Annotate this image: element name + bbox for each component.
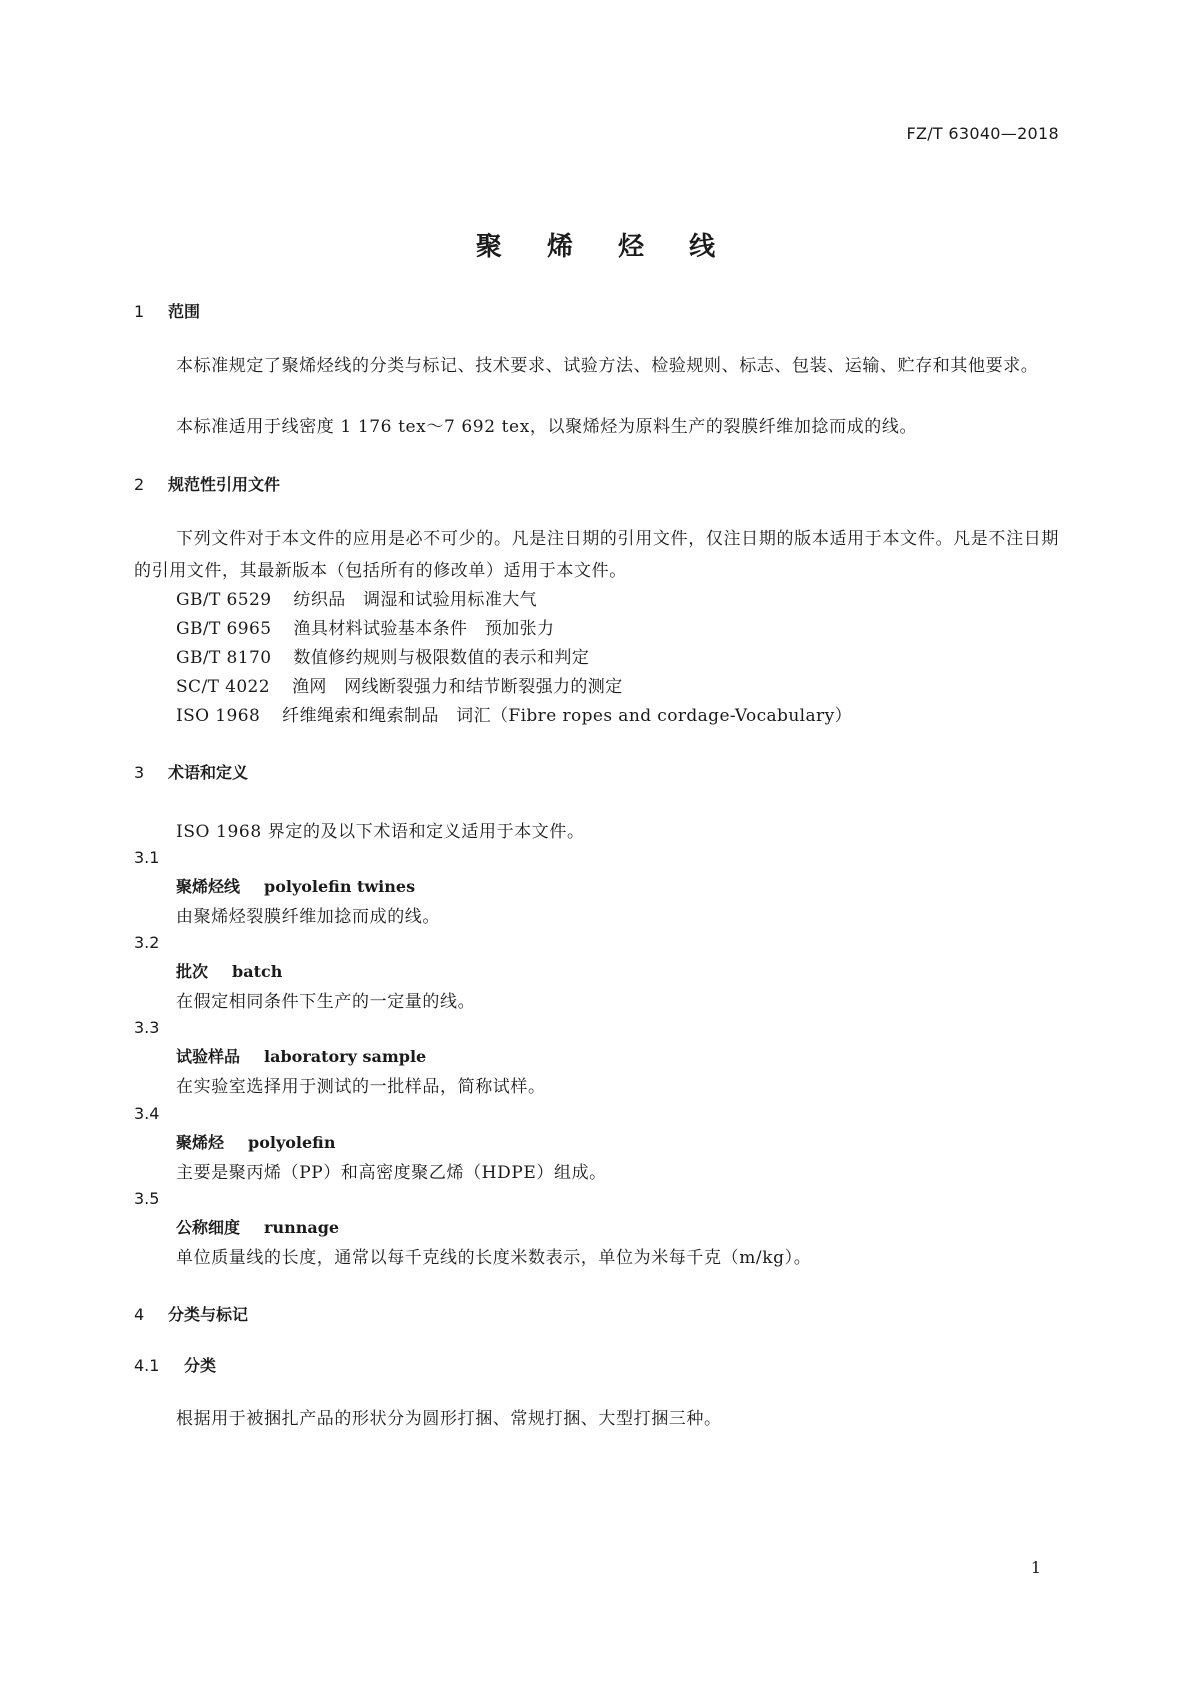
subsection-number: 4.1 bbox=[134, 1356, 160, 1375]
term-en: polyolefin twines bbox=[264, 877, 416, 896]
reference-code: GB/T 8170 bbox=[176, 648, 272, 668]
term-en: laboratory sample bbox=[264, 1047, 427, 1066]
reference-title: 纺织品 调湿和试验用标准大气 bbox=[293, 590, 538, 610]
section-number: 2 bbox=[134, 475, 145, 494]
section-heading-1 bbox=[134, 299, 200, 322]
page-number: 1 bbox=[1030, 1558, 1041, 1577]
reference-title: 渔网 网线断裂强力和结节断裂强力的测定 bbox=[292, 677, 623, 697]
term-number: 3.2 bbox=[134, 933, 160, 952]
term-number: 3.4 bbox=[134, 1104, 160, 1123]
reference-title: 渔具材料试验基本条件 预加张力 bbox=[293, 619, 555, 639]
reference-code: GB/T 6965 bbox=[176, 619, 272, 639]
term-entry bbox=[176, 1044, 426, 1067]
reference-item bbox=[176, 614, 576, 639]
paragraph: 根据用于被捆扎产品的形状分为圆形打捆、常规打捆、大型打捆三种。 bbox=[176, 1409, 722, 1429]
paragraph bbox=[134, 523, 1059, 587]
term-number: 3.5 bbox=[134, 1189, 160, 1208]
term-zh: 公称细度 bbox=[176, 1218, 241, 1237]
section-number: 1 bbox=[134, 302, 145, 321]
section-title: 规范性引用文件 bbox=[168, 475, 281, 494]
term-number: 3.3 bbox=[134, 1018, 160, 1037]
term-en: runnage bbox=[264, 1218, 340, 1237]
section-heading-4 bbox=[134, 1302, 248, 1325]
term-en: batch bbox=[232, 962, 283, 981]
reference-title: 纤维绳索和绳索制品 词汇（Fibre ropes and cordage-Vocabulary） bbox=[282, 706, 852, 726]
reference-item bbox=[176, 585, 559, 610]
term-definition: 在假定相同条件下生产的一定量的线。 bbox=[176, 992, 476, 1012]
reference-code: GB/T 6529 bbox=[176, 590, 272, 610]
section-title: 范围 bbox=[168, 302, 201, 321]
section-number: 4 bbox=[134, 1305, 145, 1324]
paragraph-text: 本标准规定了聚烯烃线的分类与标记、技术要求、试验方法、检验规则、标志、包装、运输、贮存和其他要求。 bbox=[176, 356, 1039, 376]
term-definition: 主要是聚丙烯（PP）和高密度聚乙烯（HDPE）组成。 bbox=[176, 1163, 607, 1183]
section-heading-2 bbox=[134, 472, 280, 495]
term-en: polyolefin bbox=[248, 1133, 336, 1152]
term-entry bbox=[176, 1215, 339, 1238]
paragraph bbox=[134, 350, 1059, 382]
subsection-title: 分类 bbox=[184, 1356, 217, 1375]
section-title: 分类与标记 bbox=[168, 1305, 249, 1324]
reference-item bbox=[176, 701, 874, 726]
section-number: 3 bbox=[134, 763, 145, 782]
subsection-heading-4-1 bbox=[134, 1353, 216, 1376]
paragraph-text: 下列文件对于本文件的应用是必不可少的。凡是注日期的引用文件，仅注日期的版本适用于本文件。凡是不注日期的引用文件，其最新版本（包括所有的修改单）适用于本文件。 bbox=[134, 529, 1059, 581]
reference-item bbox=[176, 643, 611, 668]
term-zh: 聚烯烃 bbox=[176, 1133, 225, 1152]
reference-code: ISO 1968 bbox=[176, 706, 261, 726]
document-title: 聚 烯 烃 线 bbox=[475, 232, 734, 262]
term-definition: 由聚烯烃裂膜纤维加捻而成的线。 bbox=[176, 907, 440, 927]
paragraph: ISO 1968 界定的及以下术语和定义适用于本文件。 bbox=[176, 822, 585, 842]
document-number: FZ/T 63040—2018 bbox=[906, 124, 1059, 143]
term-entry bbox=[176, 874, 415, 897]
reference-code: SC/T 4022 bbox=[176, 677, 270, 697]
term-entry bbox=[176, 959, 282, 982]
term-number: 3.1 bbox=[134, 848, 160, 867]
term-entry bbox=[176, 1130, 335, 1153]
term-zh: 批次 bbox=[176, 962, 209, 981]
section-title: 术语和定义 bbox=[168, 763, 249, 782]
term-definition: 单位质量线的长度，通常以每千克线的长度米数表示，单位为米每千克（m/kg）。 bbox=[176, 1248, 812, 1268]
section-heading-3 bbox=[134, 760, 248, 783]
term-zh: 试验样品 bbox=[176, 1047, 241, 1066]
term-definition: 在实验室选择用于测试的一批样品，简称试样。 bbox=[176, 1077, 546, 1097]
reference-title: 数值修约规则与极限数值的表示和判定 bbox=[293, 648, 590, 668]
paragraph: 本标准适用于线密度 1 176 tex～7 692 tex，以聚烯烃为原料生产的裂膜纤维加捻而成的线。 bbox=[176, 417, 918, 437]
reference-item bbox=[176, 672, 645, 697]
term-zh: 聚烯烃线 bbox=[176, 877, 241, 896]
